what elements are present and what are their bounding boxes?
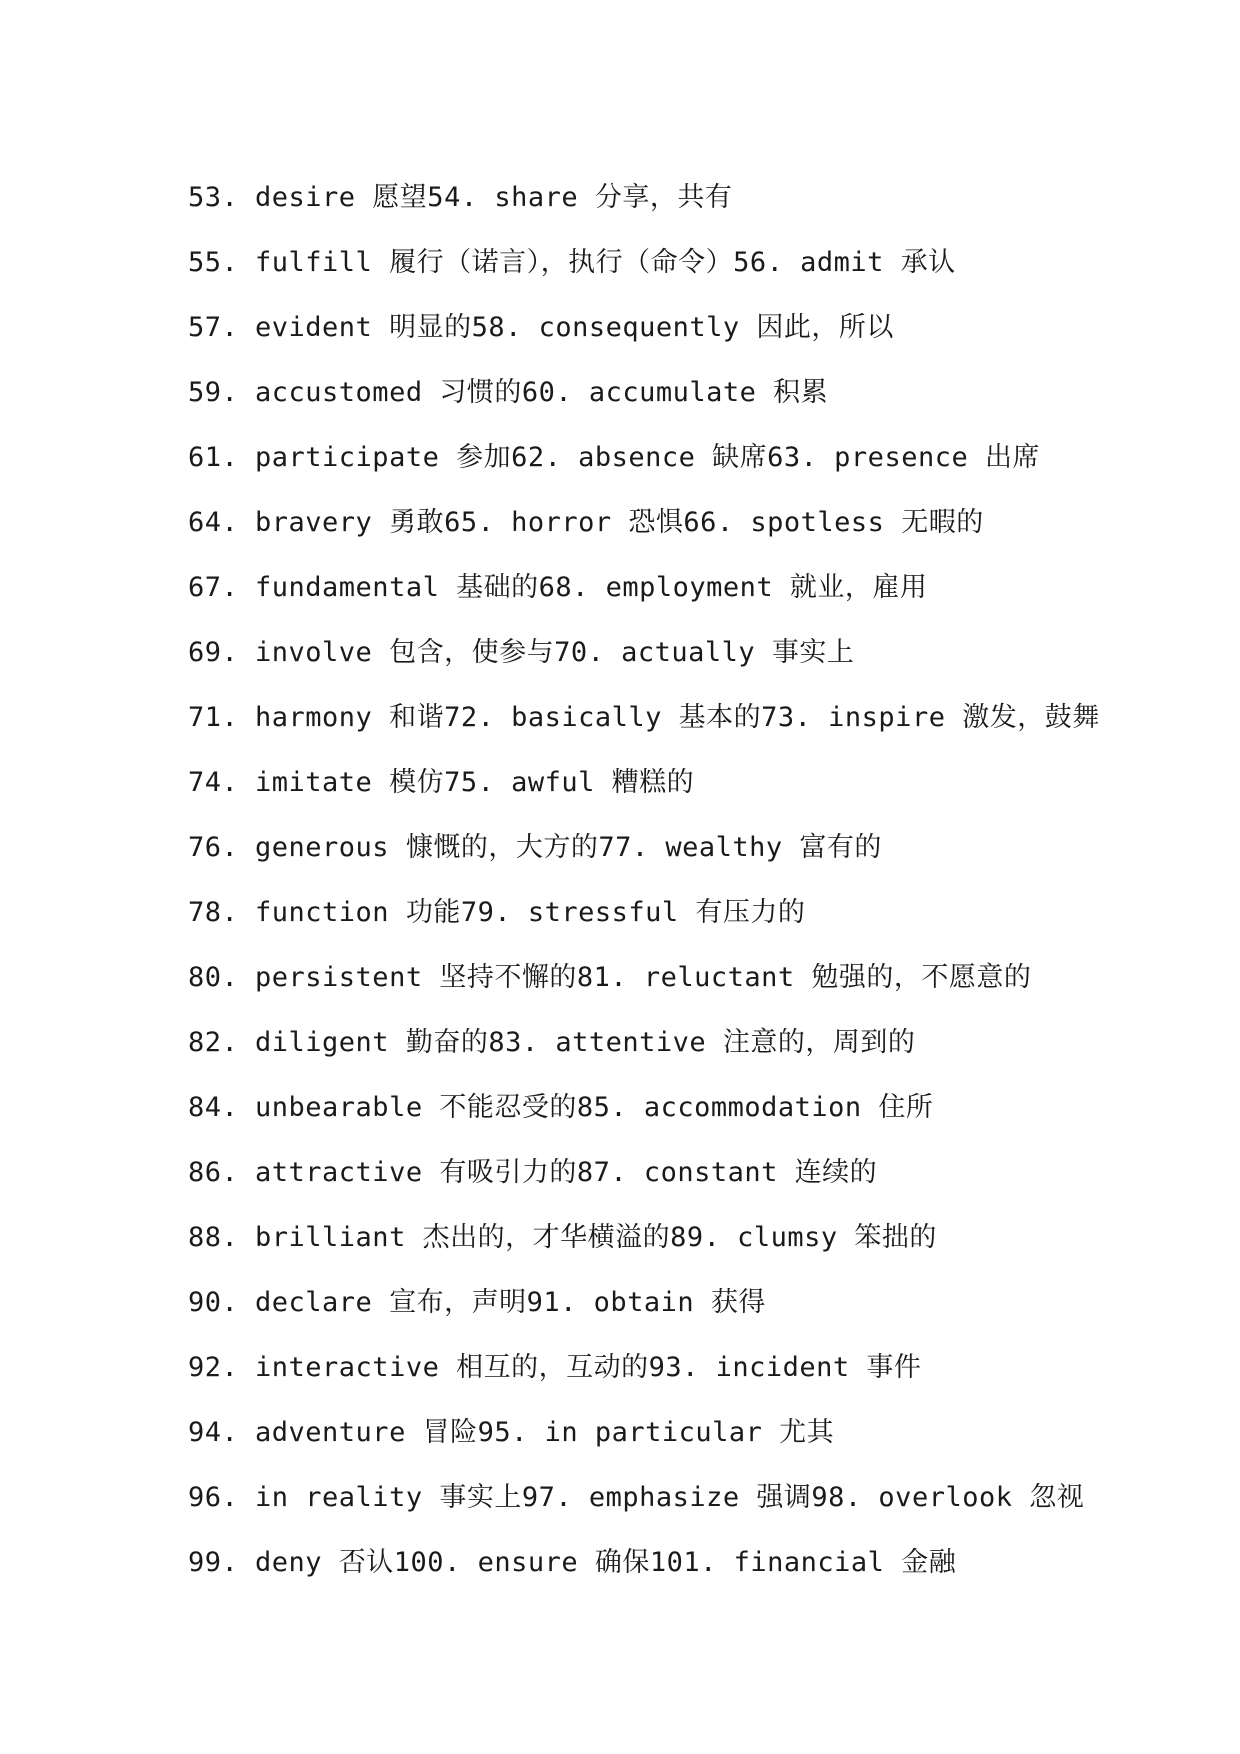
vocabulary-list: [188, 174, 1188, 1604]
vocab-line: 67. fundamental 基础的68. employment 就业，雇用: [188, 572, 928, 603]
vocab-line: 92. interactive 相互的，互动的93. incident 事件: [188, 1352, 922, 1383]
vocab-line: 94. adventure 冒险95. in particular 尤其: [188, 1417, 835, 1448]
vocab-line: 53. desire 愿望54. share 分享，共有: [188, 182, 733, 213]
vocab-line: 84. unbearable 不能忍受的85. accommodation 住所: [188, 1092, 934, 1123]
vocab-line: 86. attractive 有吸引力的87. constant 连续的: [188, 1157, 878, 1188]
vocab-line: 96. in reality 事实上97. emphasize 强调98. overlook 忽视: [188, 1482, 1085, 1513]
vocab-line: 88. brilliant 杰出的，才华横溢的89. clumsy 笨拙的: [188, 1222, 937, 1253]
vocab-line: 82. diligent 勤奋的83. attentive 注意的，周到的: [188, 1027, 916, 1058]
vocab-line: 80. persistent 坚持不懈的81. reluctant 勉强的，不愿意的: [188, 962, 1032, 993]
vocab-line: 57. evident 明显的58. consequently 因此，所以: [188, 312, 894, 343]
vocab-line: 76. generous 慷慨的，大方的77. wealthy 富有的: [188, 832, 882, 863]
vocab-line: 90. declare 宣布，声明91. obtain 获得: [188, 1287, 766, 1318]
vocab-line: 55. fulfill 履行（诺言），执行（命令）56. admit 承认: [188, 247, 956, 278]
vocab-line: 59. accustomed 习惯的60. accumulate 积累: [188, 377, 829, 408]
vocab-line: 99. deny 否认100. ensure 确保101. financial 金融: [188, 1547, 957, 1578]
vocab-line: 64. bravery 勇敢65. horror 恐惧66. spotless 无暇的: [188, 507, 984, 538]
vocab-line: 74. imitate 模仿75. awful 糟糕的: [188, 767, 695, 798]
vocab-line: 69. involve 包含，使参与70. actually 事实上: [188, 637, 855, 668]
vocab-line: 78. function 功能79. stressful 有压力的: [188, 897, 806, 928]
vocab-line: 71. harmony 和谐72. basically 基本的73. inspire 激发，鼓舞: [188, 702, 1100, 733]
vocab-line: 61. participate 参加62. absence 缺席63. presence 出席: [188, 442, 1040, 473]
